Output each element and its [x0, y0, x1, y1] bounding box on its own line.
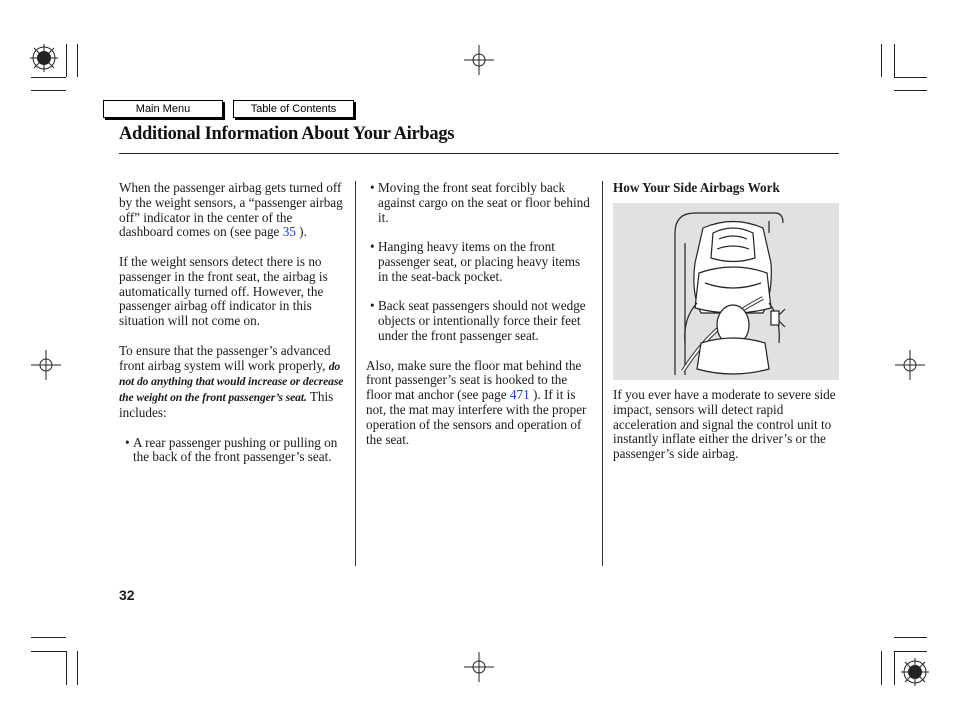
- column-2: [366, 181, 592, 462]
- bullet-icon: •: [370, 180, 375, 195]
- paragraph-indicator: [119, 181, 344, 240]
- column-3: [613, 181, 839, 196]
- crosshair-mark-icon: [464, 45, 494, 75]
- column-divider: [355, 181, 356, 566]
- list-item-text: Hanging heavy items on the front passenger seat, or placing heavy items in the seat-back pocket.: [378, 239, 581, 284]
- crosshair-mark-icon: [464, 652, 494, 682]
- registration-mark-icon: [898, 655, 932, 689]
- list-item-text: A rear passenger pushing or pulling on the back of the front passenger’s seat.: [133, 434, 338, 465]
- side-airbag-figure: [613, 203, 839, 380]
- paragraph-text: This includes:: [119, 389, 334, 420]
- section-heading: How Your Side Airbags Work: [613, 180, 780, 195]
- bullet-icon: •: [370, 298, 375, 314]
- list-item: [370, 240, 592, 284]
- list-item-text: Moving the front seat forcibly back against cargo on the seat or floor behind it.: [378, 180, 590, 225]
- paragraph-text: To ensure that the passenger’s advanced front airbag system will work properly,: [119, 342, 331, 373]
- paragraph-floor-mat: [366, 359, 592, 448]
- bullet-icon: •: [125, 434, 130, 450]
- list-item: [125, 436, 344, 466]
- title-divider: [119, 153, 839, 154]
- column-3-body: [613, 388, 839, 477]
- crosshair-mark-icon: [895, 350, 925, 380]
- page-link-35[interactable]: 35: [282, 224, 296, 240]
- list-item: [370, 299, 592, 343]
- paragraph-weight-sensors: If the weight sensors detect there is no passenger in the front seat, the airbag is automatically turned off. However, the passenger airbag off indicator in this situation will not come on.: [119, 253, 328, 329]
- list-item-text: Back seat passengers should not wedge objects or intentionally force their feet under the front passenger seat.: [378, 298, 586, 343]
- list-item: [370, 181, 592, 225]
- paragraph-text: ). If it is not, the mat may interfere with the proper operation of the sensors and operation of the seat.: [366, 387, 587, 447]
- paragraph-side-impact: If you ever have a moderate to severe side impact, sensors will detect rapid acceleration and signal the control unit to instantly inflate either the driver’s or the passenger’s side airbag.: [613, 387, 836, 462]
- seat-occupant-illustration-icon: [613, 203, 839, 380]
- page-title: Additional Information About Your Airbags: [119, 124, 455, 144]
- column-divider: [602, 181, 603, 566]
- paragraph-text: ).: [295, 224, 307, 240]
- main-menu-button[interactable]: Main Menu: [103, 100, 223, 118]
- page-link-471[interactable]: 471: [509, 387, 530, 403]
- bullet-icon: •: [370, 239, 375, 255]
- table-of-contents-button[interactable]: Table of Contents: [233, 100, 354, 118]
- warning-emphasis: do not do anything that would increase or decrease the weight on the front passenger’s seat.: [119, 359, 344, 405]
- column-1: [119, 181, 344, 480]
- paragraph-text: When the passenger airbag gets turned off by the weight sensors, a “passenger airbag off” indicator in the center of the dashboard comes on (see page: [119, 180, 343, 240]
- paragraph-ensure: [119, 344, 344, 421]
- paragraph-text: Also, make sure the floor mat behind the front passenger’s seat is hooked to the floor mat anchor (see page: [366, 357, 582, 403]
- crosshair-mark-icon: [31, 350, 61, 380]
- page-number: 32: [119, 587, 135, 603]
- registration-mark-icon: [27, 41, 61, 75]
